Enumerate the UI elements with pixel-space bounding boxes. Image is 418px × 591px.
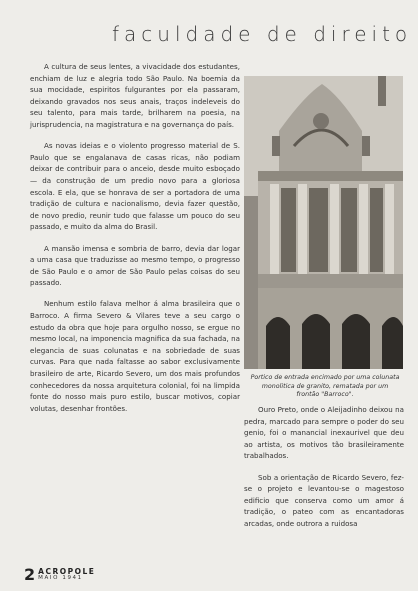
- paragraph: A mansão imensa e sombria de barro, devia dar logar a uma casa que traduzisse ao mesmo tempo, o progresso de São Paulo e o amor de São Paulo pelas coisas do seu passado.: [30, 243, 240, 288]
- page-number: 2: [24, 565, 36, 584]
- masthead: [38, 568, 95, 582]
- page-footer: [24, 567, 95, 583]
- paragraph: Sob a orientação de Ricardo Severo, fez-se o projeto e levantou-se o magestoso edificio que conserva como um amor á tradição, o pateo com as encantadoras arcadas, onde outrora a ruidosa: [244, 472, 404, 528]
- paragraph: As novas ideias e o violento progresso material de S. Paulo que se engalanava de casas ricas, não podiam deixar de contribuir para o anceio, desde muito esboçado — da construção de um predio novo para a gloriosa escola. E ela, que se honrava de ser a portadora de uma tradição de cultura e nacionalismo, devia fazer questão, de novo predio, reunir tudo que falasse um pouco do seu passado, e muito da alma do Brasil.: [30, 141, 240, 232]
- magazine-name: ACROPOLE: [38, 567, 96, 576]
- issue-date: MAIO 1941: [38, 575, 83, 581]
- paragraph: Ouro Preto, onde o Aleijadinho deixou na pedra, marcado para sempre o poder do seu genio, foi o manancial inexaurivel que deu ao artista, os motivos tão brasileiramente trabalhados.: [244, 405, 404, 461]
- building-photo: [244, 76, 403, 369]
- right-text-column: [244, 404, 404, 539]
- building-photo-icon: [244, 76, 403, 369]
- page-title: faculdade de direito: [112, 22, 413, 46]
- figure-caption: Portico de entrada encimado por uma colunata monolitica de granito, rematada por um frontão "Barroco".: [250, 374, 400, 399]
- paragraph: A cultura de seus lentes, a vivacidade dos estudantes, enchiam de luz e alegria todo São Paulo. Na boemia da sua mocidade, espiritos fulgurantes por ela passaram, deixando gravados nos seus anais, traços indeleveis do seu talento, para mais tarde, brilharem na poesia, na jurisprudencia, na magistratura e na governança do país.: [30, 62, 240, 129]
- left-text-column: [30, 61, 240, 424]
- paragraph: Nenhum estilo falava melhor á alma brasileira que o Barroco. A firma Severo & Vilares teve a seu cargo o estudo da obra que hoje para orgulho nosso, se ergue no mesmo local, na imponencia magnifica da sua fachada, na elegancia de suas colunatas e na sobriedade de suas curvas. Para que nada faltasse ao sabor exclusivamente brasileiro de arte, Ricardo Severo, um dos mais profundos conhecedores da nossa arquitetura colonial, foi na limpida fonte do nosso mais puro estilo, buscar motivos, copiar volutas, desenhar frontões.: [30, 299, 240, 413]
